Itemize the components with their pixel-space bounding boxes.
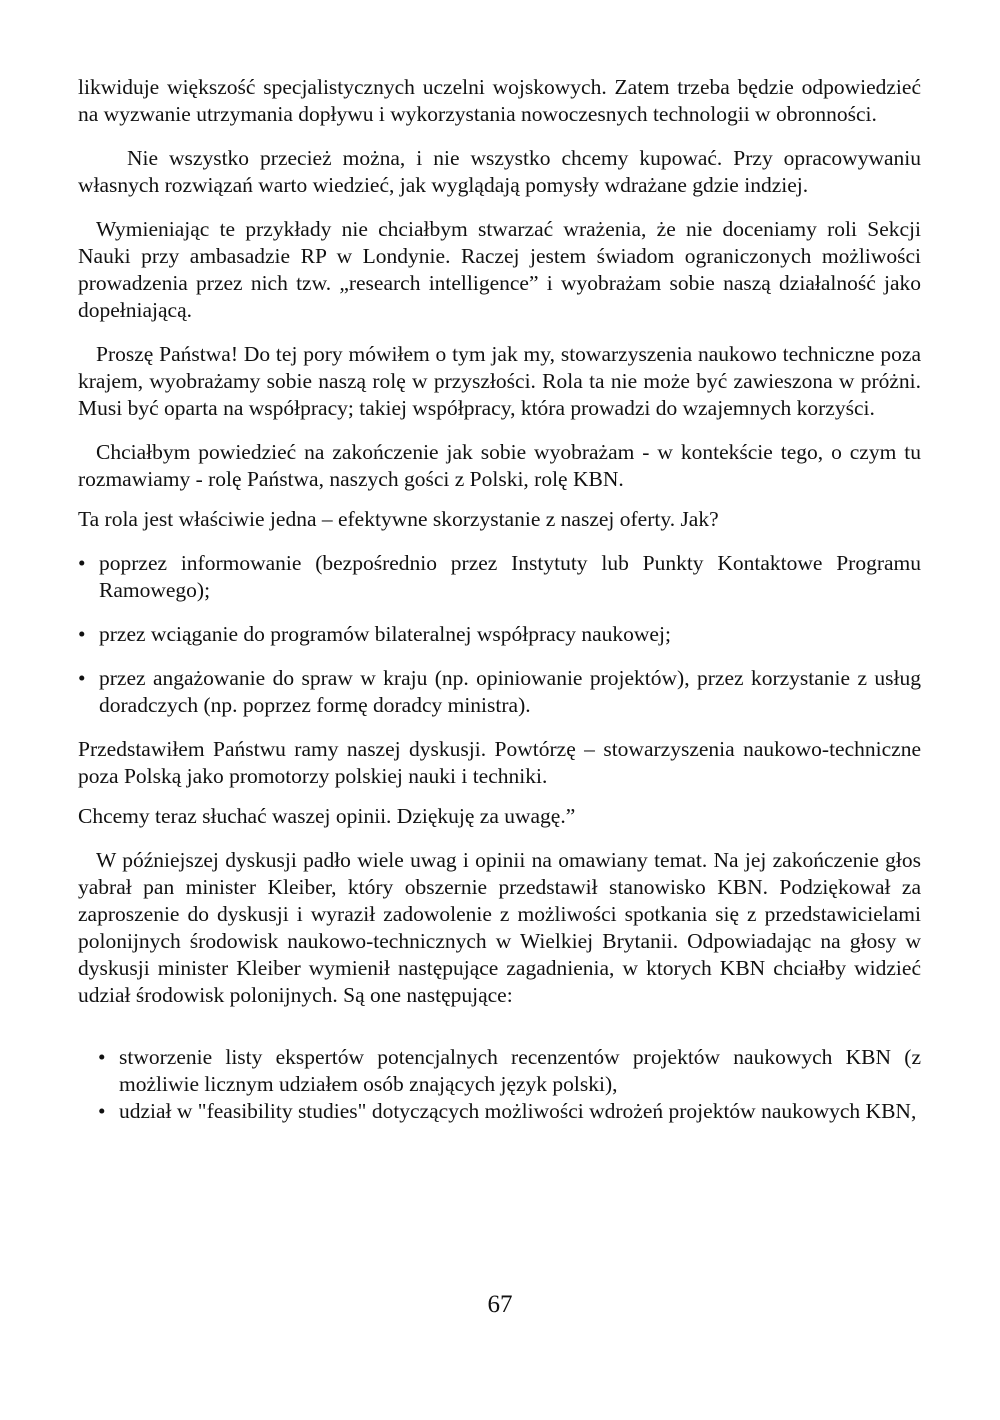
paragraph-6: Ta rola jest właściwie jedna – efektywne skorzystanie z naszej oferty. Jak? xyxy=(78,507,719,531)
list-item xyxy=(98,1044,921,1098)
document-page xyxy=(78,74,921,1125)
paragraph-7: Przedstawiłem Państwu ramy naszej dyskusji. Powtórzę – stowarzyszenia naukowo-techniczne poza Polską jako promotorzy polskiej nauki i techniki. xyxy=(78,737,921,788)
list-item xyxy=(78,621,921,648)
bullet-icon: • xyxy=(78,551,86,575)
list-item xyxy=(78,550,921,604)
bullet-list-role xyxy=(78,550,921,719)
list-item-text: przez angażowanie do spraw w kraju (np. opiniowanie projektów), przez korzystanie z usług doradczych (np. poprzez formę doradcy ministra). xyxy=(99,666,921,717)
bullet-icon: • xyxy=(98,1099,106,1123)
list-item xyxy=(78,665,921,719)
list-item-text: przez wciąganie do programów bilateralnej współpracy naukowej; xyxy=(99,622,671,646)
paragraph-1: likwiduje większość specjalistycznych uczelni wojskowych. Zatem trzeba będzie odpowiedzieć na wyzwanie utrzymania dopływu i wykorzystania nowoczesnych technologii w obronności. xyxy=(78,75,921,126)
bullet-icon: • xyxy=(78,622,86,646)
list-item-text: udział w "feasibility studies" dotyczących możliwości wdrożeń projektów naukowych KBN, xyxy=(119,1099,917,1123)
list-item-text: stworzenie listy ekspertów potencjalnych recenzentów projektów naukowych KBN (z możliwie licznym udziałem osób znających język polski), xyxy=(119,1045,921,1096)
paragraph-4: Proszę Państwa! Do tej pory mówiłem o tym jak my, stowarzyszenia naukowo techniczne poza krajem, wyobrażamy sobie naszą rolę w przyszłości. Rola ta nie może być zawieszona w próżni. Musi być oparta na współpracy; takiej współpracy, która prowadzi do wzajemnych korzyści. xyxy=(78,342,921,420)
list-item xyxy=(98,1098,921,1125)
page-number: 67 xyxy=(487,1291,513,1318)
bullet-icon: • xyxy=(98,1045,106,1069)
paragraph-2: Nie wszystko przecież można, i nie wszystko chcemy kupować. Przy opracowywaniu własnych rozwiązań warto wiedzieć, jak wyglądają pomysły wdrażane gdzie indziej. xyxy=(78,146,921,197)
paragraph-5: Chciałbym powiedzieć na zakończenie jak sobie wyobrażam - w kontekście tego, o czym tu rozmawiamy - rolę Państwa, naszych gości z Polski, rolę KBN. xyxy=(78,440,921,491)
paragraph-9: W późniejszej dyskusji padło wiele uwag i opinii na omawiany temat. Na jej zakończenie głos yabrał pan minister Kleiber, który obszernie przedstawił stanowisko KBN. Podziękował za zaproszenie do dyskusji i wyraził zadowolenie z możliwości spotkania się z przedstawicielami polonijnych środowisk naukowo-technicznych w Wielkiej Brytanii. Odpowiadając na głosy w dyskusji minister Kleiber wymienił następujące zagadnienia, w ktorych KBN chciałby widzieć udział środowisk polonijnych. Są one następujące: xyxy=(78,848,921,1007)
bullet-icon: • xyxy=(78,666,86,690)
bullet-list-kbn xyxy=(98,1044,921,1125)
list-item-text: poprzez informowanie (bezpośrednio przez Instytuty lub Punkty Kontaktowe Programu Ramowego); xyxy=(99,551,921,602)
paragraph-3: Wymieniając te przykłady nie chciałbym stwarzać wrażenia, że nie doceniamy roli Sekcji Nauki przy ambasadzie RP w Londynie. Raczej jestem świadom ograniczonych możliwości prowadzenia przez nich tzw. „research intelligence” i wyobrażam sobie naszą działalność jako dopełniającą. xyxy=(78,217,921,322)
paragraph-8: Chcemy teraz słuchać waszej opinii. Dziękuję za uwagę.” xyxy=(78,804,576,828)
